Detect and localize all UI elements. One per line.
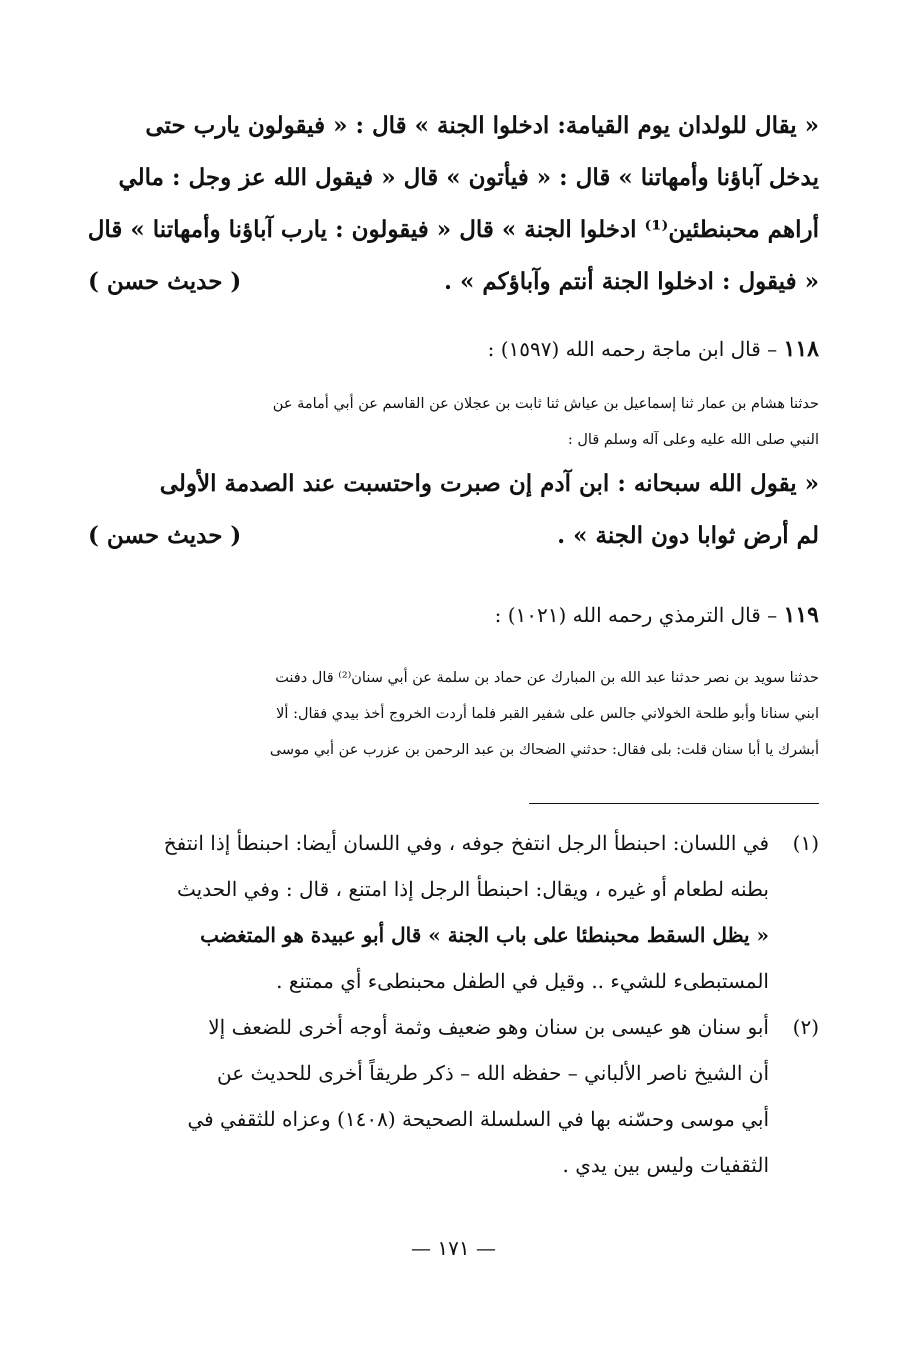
hadith-grade: ( حديث حسن ) [88,522,242,549]
footnote-text: أبو سنان هو عيسى بن سنان وهو ضعيف وثمة أوجه أخرى للضعف إلا [208,1015,769,1039]
hadith-heading-text: – قال الترمذي رحمه الله (١٠٢١) : [494,603,778,627]
hadith-number: ١١٨ [783,336,819,362]
footnote-text: بطنه لطعام أو غيره ، ويقال: احبنطأ الرجل إذا امتنع ، قال : وفي الحديث [177,877,769,901]
hadith-number: ١١٩ [783,602,819,628]
intro-hadith [88,100,819,308]
hadith-heading-text: – قال ابن ماجة رحمه الله (١٥٩٧) : [487,337,778,361]
hadith-118-matn [88,458,819,562]
isnad-line: النبي صلى الله عليه وعلى آله وسلم قال : [567,432,819,448]
footnote-text: الثقفيات وليس بين يدي . [562,1153,769,1177]
hadith-119-heading [495,602,819,628]
intro-hadith-line: « فيقول : ادخلوا الجنة أنتم وآباؤكم » . [443,268,819,295]
intro-hadith-last-line [88,256,819,308]
matn-line: لم أرض ثوابا دون الجنة » . [557,522,819,549]
hadith-grade: ( حديث حسن ) [88,268,242,295]
matn-last-line [88,510,819,562]
isnad-line: حدثنا سويد بن نصر حدثنا عبد الله بن المبارك عن حماد بن سلمة عن أبي سنان⁽²⁾ قال دفنت [275,670,819,686]
hadith-118-heading [488,336,819,362]
intro-hadith-line: « يقال للولدان يوم القيامة: ادخلوا الجنة » قال : « فيقولون يارب حتى [145,112,819,139]
page-number: — ١٧١ — [411,1236,496,1260]
hadith-118-isnad [88,386,819,458]
footnote-line [88,1142,819,1188]
footnote-text: أبي موسى وحسّنه بها في السلسلة الصحيحة (١٤٠٨) وعزاه للثقفي في [187,1107,769,1131]
footnote-line [88,1050,819,1096]
isnad-line: أبشرك يا أبا سنان قلت: بلى فقال: حدثني الضحاك بن عبد الرحمن بن عزرب عن أبي موسى [269,742,819,758]
intro-hadith-line: يدخل آباؤنا وأمهاتنا » قال : « فيأتون » قال « فيقول الله عز وجل : مالي [118,164,819,191]
footnote-line [88,820,819,866]
footnote-line [88,866,819,912]
footnote-line [88,1004,819,1050]
footnote-line [88,958,819,1004]
intro-hadith-line: أراهم محبنطئين⁽¹⁾ ادخلوا الجنة » قال « فيقولون : يارب آباؤنا وأمهاتنا » قال [87,216,819,243]
footnote-text: أن الشيخ ناصر الألباني – حفظه الله – ذكر طريقاً أخرى للحديث عن [217,1061,769,1085]
isnad-line: ابني سنانا وأبو طلحة الخولاني جالس على شفير القبر فلما أردت الخروج أخذ بيدي فقال: ألا [276,706,819,722]
hadith-119-isnad [88,660,819,768]
footnote-mark: (١) [792,831,819,855]
footnote-text: في اللسان: احبنطأ الرجل انتفخ جوفه ، وفي اللسان أيضا: احبنطأ إذا انتفخ [163,831,769,855]
footnote-line [88,912,819,958]
footnote-text: المستبطىء للشيء .. وقيل في الطفل محبنطىء أي ممتنع . [276,969,769,993]
footnote-line [88,1096,819,1142]
matn-line: « يقول الله سبحانه : ابن آدم إن صبرت واحتسبت عند الصدمة الأولى [159,470,819,497]
footnotes [88,820,819,1188]
footnote-text: « يظل السقط محبنطئا على باب الجنة » قال أبو عبيدة هو المتغضب [200,923,769,947]
footnote-divider [529,803,819,804]
isnad-line: حدثنا هشام بن عمار ثنا إسماعيل بن عياش ثنا ثابت بن عجلان عن القاسم عن أبي أمامة عن [272,396,819,412]
footnote-mark: (٢) [792,1015,819,1039]
